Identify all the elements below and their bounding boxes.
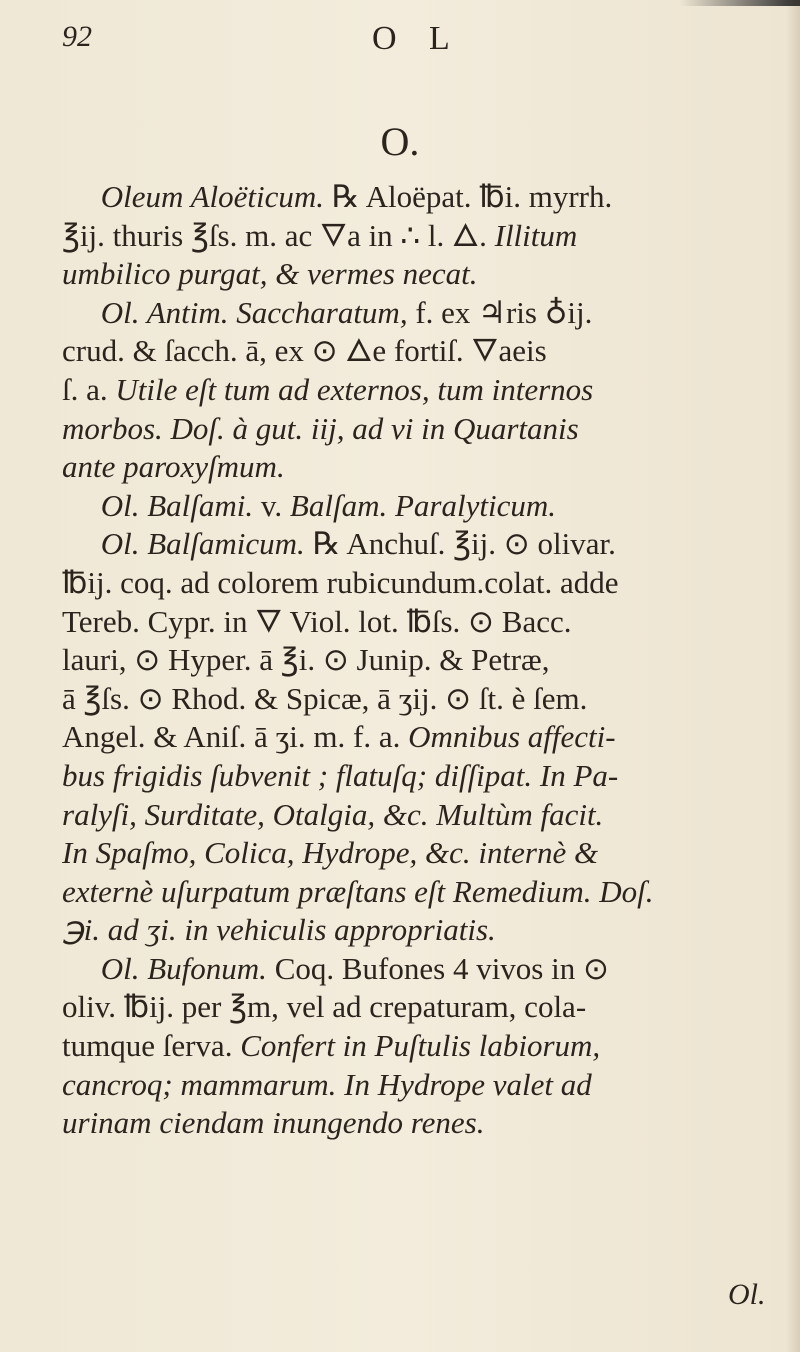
text-line [62,178,788,217]
roman-text: 🜄a in ∴ l. 🜂. [319,217,495,253]
italic-text: Utile eſt tum ad externos, tum internos [115,371,594,407]
italic-text: cancroq; mammarum. In Hydrope valet ad [62,1066,592,1102]
italic-text: Confert in Puſtulis labiorum, [240,1028,601,1064]
text-line [62,834,788,873]
text-line [62,718,788,757]
text-line [62,1066,788,1105]
roman-text: oliv. ℔ij. per ℥m, vel ad crepaturam, cola- [62,989,587,1025]
italic-text: Doſ. à gut. iij, ad vi in Quartanis [170,410,579,446]
text-line [62,680,788,719]
text-line [62,564,788,603]
scan-edge [680,0,800,6]
italic-text: Ol. Balſami. [62,487,254,523]
page-gutter-shadow [786,0,800,1352]
italic-text: urinam ciendam inungendo renes. [62,1105,485,1141]
text-line [62,487,788,526]
roman-text: ā ℥ſs. ⊙ Rhod. & Spicæ, ā ʒij. ⊙ ſt. è ſem. [62,680,588,716]
roman-text: crud. & ſacch. ā, ex ⊙ 🜂e fortiſ. 🜄aeis [62,333,547,369]
italic-text: Balſam. Paralyticum. [289,487,556,523]
roman-text: ſ. a. [62,371,116,407]
roman-text: Tereb. Cypr. in 🜄 Viol. lot. ℔ſs. ⊙ Bacc. [62,603,572,639]
page-number: 92 [62,20,92,53]
roman-text: Coq. Bufones 4 vivos in ⊙ [266,950,609,986]
italic-text: umbilico purgat, & vermes necat. [62,256,478,292]
italic-text: In Spaſmo, Colica, Hydrope, &c. internè & [62,835,599,871]
italic-text: ℈i. ad ʒi. in vehiculis appropriatis. [62,912,496,948]
roman-text: f. ex ♃ris ♁ij. [407,294,593,330]
text-line [62,448,788,487]
italic-text: morbos. [62,410,171,446]
italic-text: ante paroxyſmum. [62,449,285,485]
text-line [62,255,788,294]
roman-text: Angel. & Aniſ. ā ʒi. m. f. a. [62,719,409,755]
italic-text: Illitum [494,217,578,253]
text-line [62,757,788,796]
text-line [62,217,788,256]
roman-text: ℥ij. thuris ℥ſs. m. ac [62,217,320,253]
page-header [0,18,800,58]
text-line [62,641,788,680]
text-line [62,603,788,642]
roman-text: lauri, ⊙ Hyper. ā ℥i. ⊙ Junip. & Petræ, [62,642,550,678]
text-line [62,371,788,410]
text-line [62,1104,788,1143]
text-line [62,911,788,950]
section-letter: O. [380,119,420,164]
italic-text: Omnibus affecti- [408,719,616,755]
roman-text: ℔ij. coq. ad colorem rubicundum.colat. adde [62,564,619,600]
text-line [62,796,788,835]
catchword: Ol. [728,1278,766,1311]
text-line [62,950,788,989]
italic-text: externè uſurpatum præſtans eſt Remedium. Doſ. [62,873,654,909]
running-head: O L [372,20,462,57]
roman-text: ℞ Anchuſ. ℥ij. ⊙ olivar. [304,526,616,562]
roman-text: tumque ſerva. [62,1028,241,1064]
text-line [62,873,788,912]
roman-text: v. [253,487,290,523]
text-line [62,294,788,333]
italic-text: Ol. Antim. Saccharatum, [62,294,408,330]
body-text [62,178,788,1143]
text-line [62,1027,788,1066]
italic-text: Oleum Aloëticum. [62,179,325,214]
italic-text: Ol. Balſamicum. [62,526,305,562]
italic-text: bus frigidis ſubvenit ; flatuſq; diſſipat. In Pa- [62,757,619,793]
text-line [62,525,788,564]
text-line [62,410,788,449]
text-line [62,332,788,371]
italic-text: ralyſi, Surditate, Otalgia, &c. Multùm facit. [62,796,604,832]
italic-text: Ol. Bufonum. [62,950,267,986]
text-line [62,988,788,1027]
roman-text: ℞ Aloëpat. ℔i. myrrh. [324,179,613,214]
